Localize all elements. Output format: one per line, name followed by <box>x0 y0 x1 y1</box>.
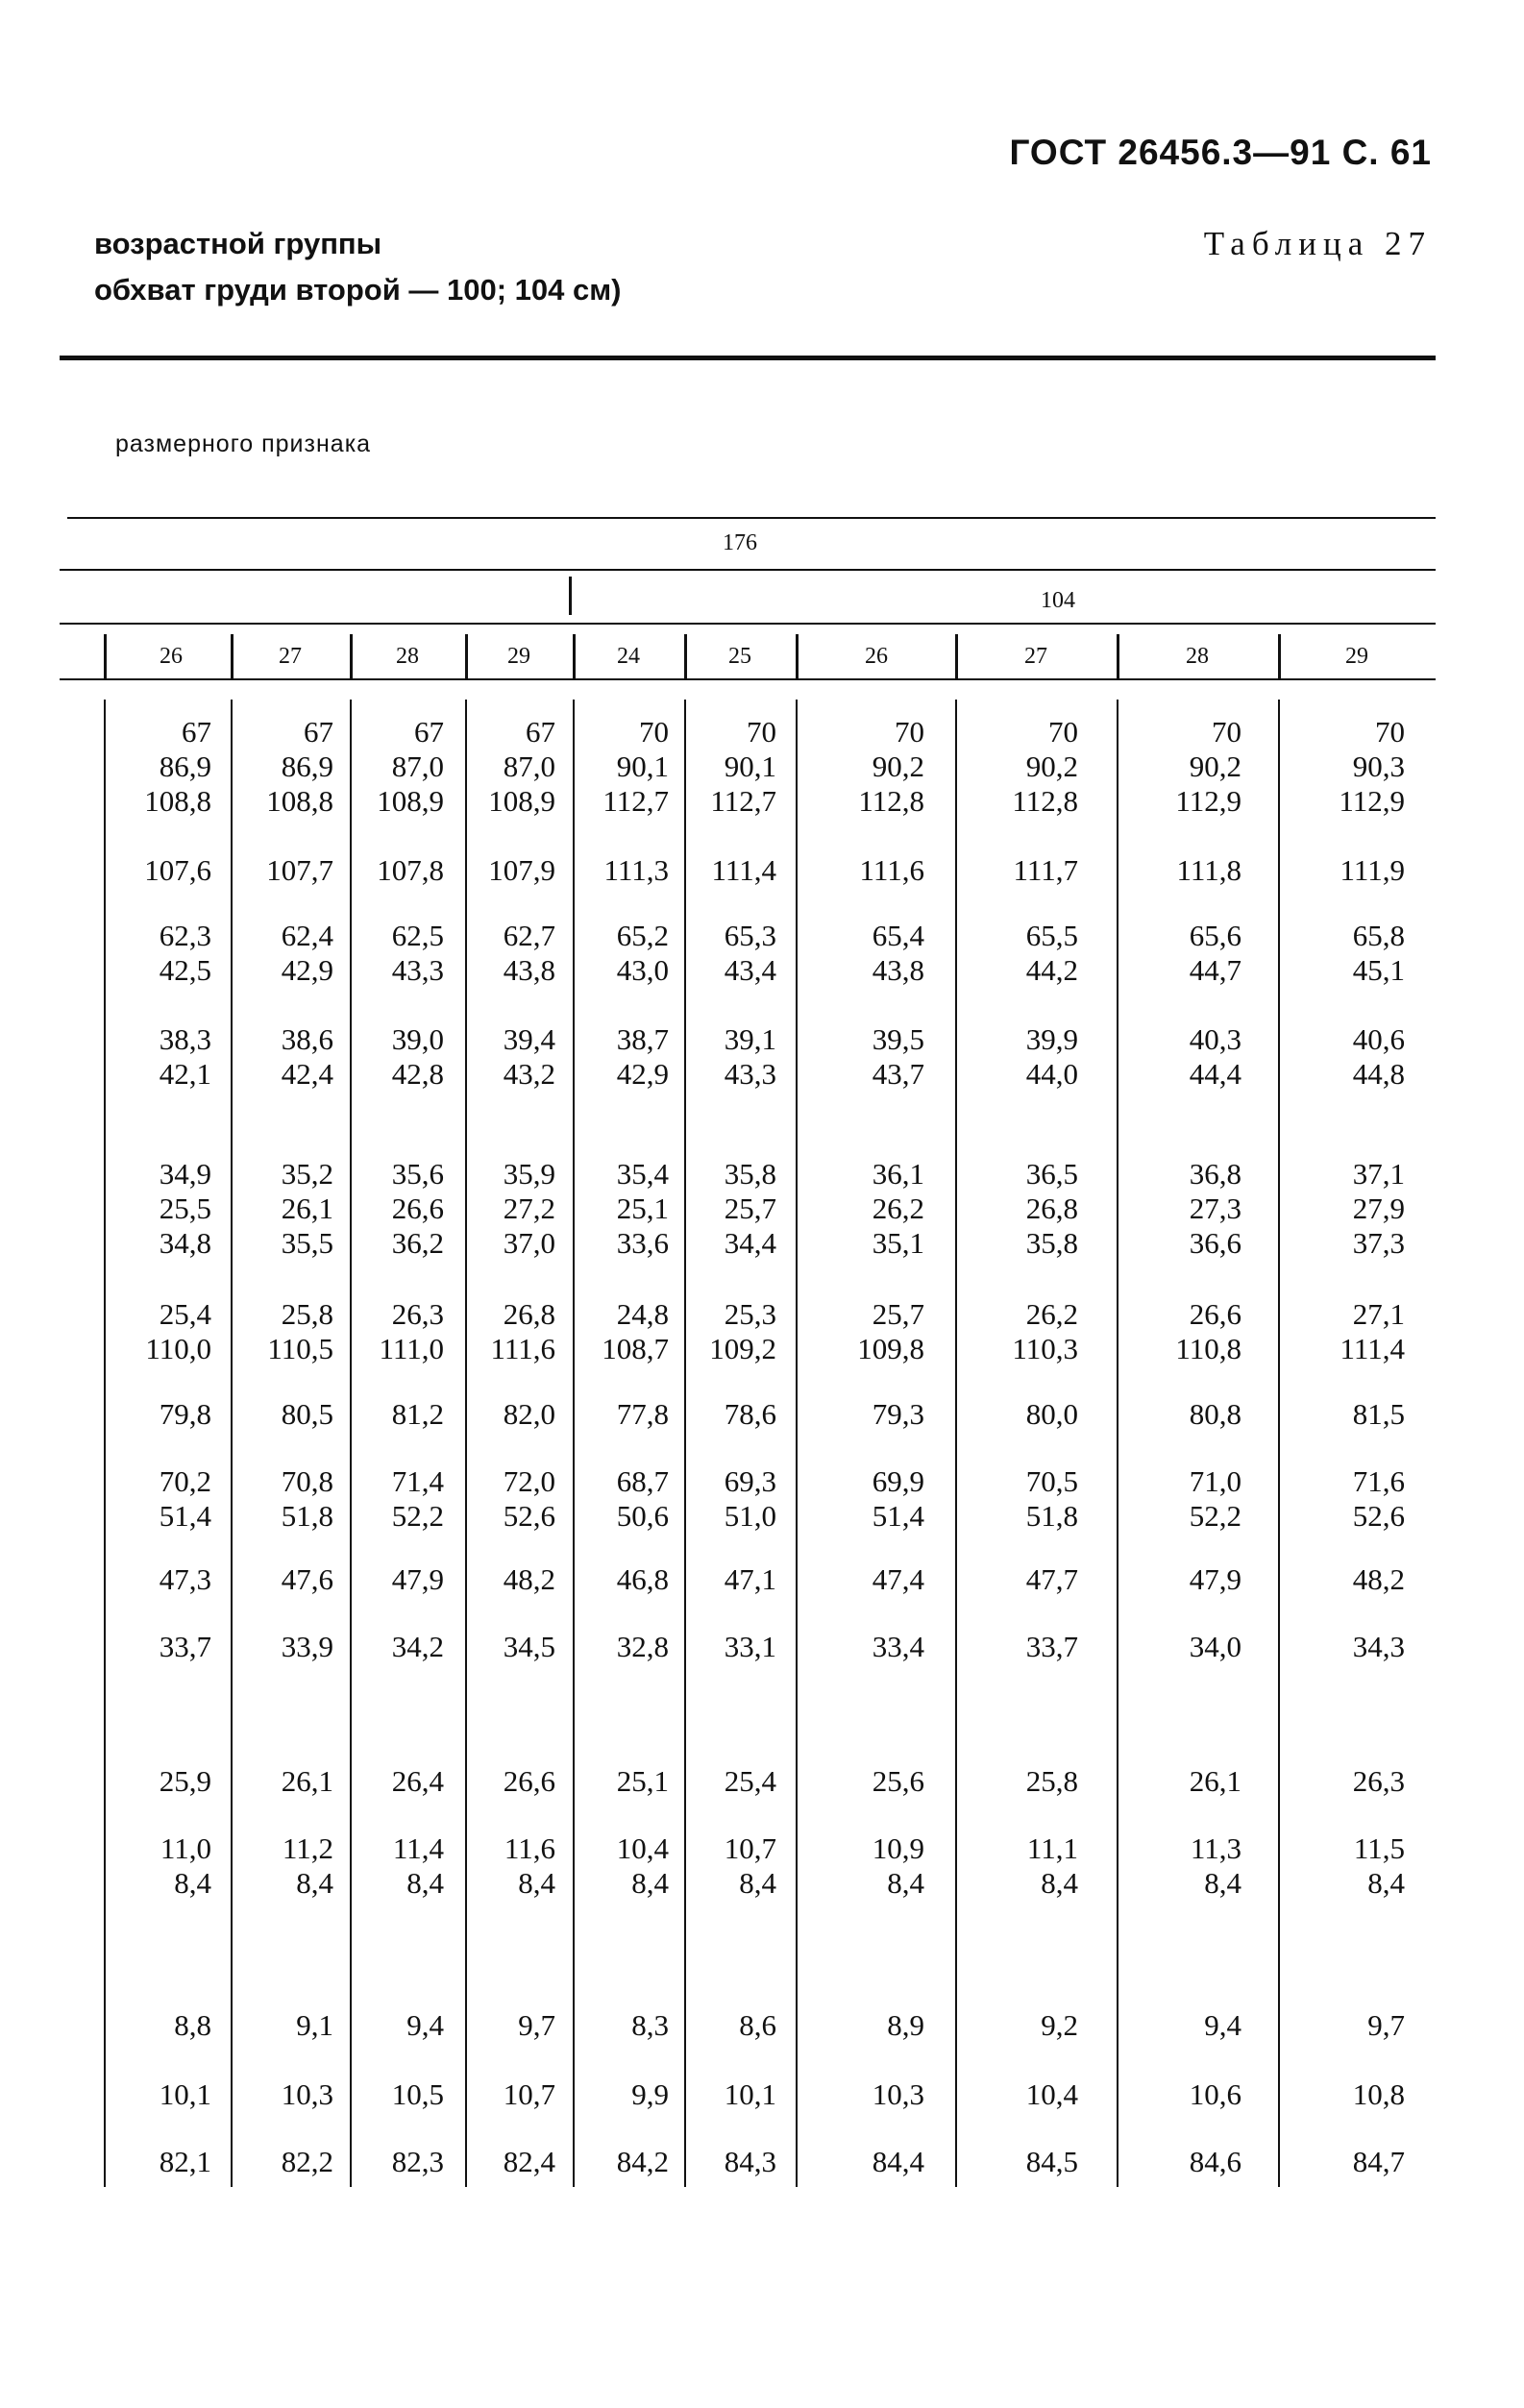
table-cell: 34,8 <box>159 1226 211 1260</box>
table-cell: 109,8 <box>857 1332 924 1365</box>
table-cell: 26,1 <box>281 1764 333 1798</box>
table-cell: 25,7 <box>872 1297 924 1331</box>
table-cell: 42,9 <box>616 1057 669 1091</box>
table-cell: 25,1 <box>616 1764 669 1798</box>
table-cell: 33,7 <box>159 1630 211 1663</box>
table-cell: 52,6 <box>1352 1499 1405 1533</box>
table-cell: 10,3 <box>281 2077 333 2111</box>
table-cell: 82,0 <box>503 1397 555 1431</box>
table-cell: 9,4 <box>406 2008 444 2042</box>
table-cell: 68,7 <box>616 1464 669 1498</box>
table-cell: 111,6 <box>859 853 924 887</box>
table-cell: 25,4 <box>724 1764 776 1798</box>
table-cell: 34,2 <box>391 1630 444 1663</box>
table-cell: 70 <box>1375 715 1405 749</box>
table-cell: 62,3 <box>159 919 211 952</box>
table-cell: 26,4 <box>391 1764 444 1798</box>
table-cell: 108,8 <box>144 784 211 818</box>
table-cell: 111,4 <box>711 853 776 887</box>
table-cell: 27,2 <box>503 1192 555 1225</box>
table-cell: 10,6 <box>1189 2077 1241 2111</box>
column-divider <box>104 634 107 678</box>
table-cell: 8,4 <box>1367 1866 1405 1900</box>
table-cell: 43,3 <box>724 1057 776 1091</box>
column-divider <box>955 634 958 678</box>
table-cell: 70 <box>895 715 924 749</box>
table-cell: 107,6 <box>144 853 211 887</box>
table-label: Таблица 27 <box>1203 225 1432 262</box>
column-divider <box>104 700 106 2187</box>
column-header: 29 <box>507 644 530 669</box>
header-height: 176 <box>723 530 757 555</box>
table-cell: 9,7 <box>1367 2008 1405 2042</box>
table-cell: 70,2 <box>159 1464 211 1498</box>
table-cell: 39,4 <box>503 1022 555 1056</box>
table-cell: 52,2 <box>391 1499 444 1533</box>
table-cell: 36,1 <box>872 1157 924 1191</box>
table-cell: 81,5 <box>1352 1397 1405 1431</box>
table-cell: 65,2 <box>616 919 669 952</box>
table-cell: 52,6 <box>503 1499 555 1533</box>
table-cell: 90,2 <box>872 749 924 783</box>
table-cell: 37,0 <box>503 1226 555 1260</box>
table-cell: 25,1 <box>616 1192 669 1225</box>
table-cell: 8,4 <box>1041 1866 1078 1900</box>
table-cell: 78,6 <box>724 1397 776 1431</box>
table-cell: 10,8 <box>1352 2077 1405 2111</box>
table-cell: 34,3 <box>1352 1630 1405 1663</box>
table-cell: 26,6 <box>391 1192 444 1225</box>
table-cell: 47,9 <box>1189 1562 1241 1596</box>
table-cell: 77,8 <box>616 1397 669 1431</box>
table-cell: 111,7 <box>1013 853 1078 887</box>
table-cell: 26,6 <box>503 1764 555 1798</box>
table-cell: 10,9 <box>872 1831 924 1865</box>
table-cell: 111,6 <box>490 1332 555 1365</box>
table-cell: 24,8 <box>616 1297 669 1331</box>
table-cell: 25,5 <box>159 1192 211 1225</box>
table-cell: 34,5 <box>503 1630 555 1663</box>
table-cell: 84,7 <box>1352 2145 1405 2178</box>
table-cell: 108,9 <box>377 784 444 818</box>
table-cell: 33,9 <box>281 1630 333 1663</box>
table-cell: 26,3 <box>1352 1764 1405 1798</box>
column-divider <box>684 634 687 678</box>
table-cell: 35,1 <box>872 1226 924 1260</box>
table-cell: 8,9 <box>887 2008 924 2042</box>
table-cell: 10,4 <box>616 1831 669 1865</box>
table-cell: 33,4 <box>872 1630 924 1663</box>
column-divider <box>1117 634 1119 678</box>
table-cell: 45,1 <box>1352 953 1405 987</box>
table-cell: 43,8 <box>872 953 924 987</box>
table-cell: 111,0 <box>379 1332 444 1365</box>
table-cell: 82,4 <box>503 2145 555 2178</box>
table-cell: 44,4 <box>1189 1057 1241 1091</box>
table-cell: 39,1 <box>724 1022 776 1056</box>
table-cell: 26,6 <box>1189 1297 1241 1331</box>
table-cell: 65,4 <box>872 919 924 952</box>
column-divider <box>796 634 799 678</box>
table-cell: 112,9 <box>1339 784 1405 818</box>
table-cell: 34,9 <box>159 1157 211 1191</box>
table-cell: 26,8 <box>1025 1192 1078 1225</box>
table-cell: 67 <box>414 715 444 749</box>
table-cell: 9,2 <box>1041 2008 1078 2042</box>
table-cell: 110,8 <box>1175 1332 1241 1365</box>
table-cell: 43,4 <box>724 953 776 987</box>
table-cell: 90,3 <box>1352 749 1405 783</box>
table-cell: 10,1 <box>159 2077 211 2111</box>
table-cell: 84,4 <box>872 2145 924 2178</box>
table-cell: 35,4 <box>616 1157 669 1191</box>
table-cell: 107,8 <box>377 853 444 887</box>
table-cell: 36,2 <box>391 1226 444 1260</box>
table-cell: 70 <box>747 715 776 749</box>
table-cell: 42,9 <box>281 953 333 987</box>
table-cell: 26,3 <box>391 1297 444 1331</box>
table-cell: 9,7 <box>518 2008 555 2042</box>
table-cell: 51,4 <box>159 1499 211 1533</box>
table-cell: 51,0 <box>724 1499 776 1533</box>
table-cell: 10,7 <box>503 2077 555 2111</box>
table-cell: 42,5 <box>159 953 211 987</box>
table-cell: 39,0 <box>391 1022 444 1056</box>
table-cell: 112,8 <box>1012 784 1078 818</box>
table-cell: 27,1 <box>1352 1297 1405 1331</box>
table-cell: 70 <box>1048 715 1078 749</box>
table-cell: 65,3 <box>724 919 776 952</box>
table-cell: 70 <box>1212 715 1241 749</box>
table-cell: 39,5 <box>872 1022 924 1056</box>
table-cell: 62,7 <box>503 919 555 952</box>
table-cell: 47,3 <box>159 1562 211 1596</box>
column-header: 29 <box>1345 644 1368 669</box>
table-cell: 107,9 <box>488 853 555 887</box>
column-header: 28 <box>1186 644 1209 669</box>
table-cell: 8,4 <box>174 1866 211 1900</box>
table-cell: 86,9 <box>159 749 211 783</box>
table-cell: 79,3 <box>872 1397 924 1431</box>
table-cell: 8,4 <box>887 1866 924 1900</box>
table-cell: 27,9 <box>1352 1192 1405 1225</box>
column-header: 27 <box>279 644 302 669</box>
page-header-gost: ГОСТ 26456.3—91 С. 61 <box>1009 133 1432 172</box>
table-cell: 111,8 <box>1176 853 1241 887</box>
column-header: 24 <box>617 644 640 669</box>
table-cell: 37,1 <box>1352 1157 1405 1191</box>
table-cell: 25,7 <box>724 1192 776 1225</box>
table-cell: 82,3 <box>391 2145 444 2178</box>
table-cell: 70,8 <box>281 1464 333 1498</box>
table-cell: 25,4 <box>159 1297 211 1331</box>
table-cell: 62,4 <box>281 919 333 952</box>
table-cell: 111,9 <box>1340 853 1405 887</box>
table-cell: 35,6 <box>391 1157 444 1191</box>
table-cell: 108,9 <box>488 784 555 818</box>
table-cell: 37,3 <box>1352 1226 1405 1260</box>
table-cell: 10,1 <box>724 2077 776 2111</box>
column-divider <box>955 700 957 2187</box>
table-cell: 67 <box>304 715 333 749</box>
column-divider <box>465 634 468 678</box>
table-cell: 10,7 <box>724 1831 776 1865</box>
table-cell: 10,5 <box>391 2077 444 2111</box>
table-cell: 84,5 <box>1025 2145 1078 2178</box>
column-header: 26 <box>865 644 888 669</box>
table-cell: 38,6 <box>281 1022 333 1056</box>
column-divider <box>1278 634 1281 678</box>
table-cell: 46,8 <box>616 1562 669 1596</box>
table-cell: 8,3 <box>631 2008 669 2042</box>
table-cell: 11,4 <box>392 1831 444 1865</box>
table-cell: 43,0 <box>616 953 669 987</box>
column-divider <box>350 634 353 678</box>
table-cell: 80,0 <box>1025 1397 1078 1431</box>
table-cell: 25,8 <box>281 1297 333 1331</box>
table-cell: 36,5 <box>1025 1157 1078 1191</box>
table-cell: 26,1 <box>281 1192 333 1225</box>
column-divider <box>1117 700 1118 2187</box>
table-cell: 47,1 <box>724 1562 776 1596</box>
table-cell: 11,5 <box>1353 1831 1405 1865</box>
table-cell: 47,9 <box>391 1562 444 1596</box>
table-cell: 86,9 <box>281 749 333 783</box>
table-cell: 44,2 <box>1025 953 1078 987</box>
table-cell: 8,4 <box>1204 1866 1241 1900</box>
rule-header-top <box>67 517 1436 519</box>
table-cell: 40,6 <box>1352 1022 1405 1056</box>
table-cell: 51,4 <box>872 1499 924 1533</box>
table-cell: 90,1 <box>724 749 776 783</box>
table-cell: 34,4 <box>724 1226 776 1260</box>
table-cell: 11,1 <box>1026 1831 1078 1865</box>
column-divider <box>796 700 798 2187</box>
column-divider <box>573 700 575 2187</box>
table-cell: 9,1 <box>296 2008 333 2042</box>
table-cell: 65,8 <box>1352 919 1405 952</box>
column-divider <box>231 700 233 2187</box>
column-divider <box>350 700 352 2187</box>
table-cell: 82,2 <box>281 2145 333 2178</box>
table-cell: 8,4 <box>406 1866 444 1900</box>
table-cell: 110,3 <box>1012 1332 1078 1365</box>
table-cell: 43,3 <box>391 953 444 987</box>
table-cell: 35,8 <box>724 1157 776 1191</box>
table-cell: 26,2 <box>872 1192 924 1225</box>
table-cell: 39,9 <box>1025 1022 1078 1056</box>
table-cell: 35,8 <box>1025 1226 1078 1260</box>
table-cell: 33,6 <box>616 1226 669 1260</box>
table-cell: 33,1 <box>724 1630 776 1663</box>
table-cell: 108,7 <box>602 1332 669 1365</box>
table-cell: 40,3 <box>1189 1022 1241 1056</box>
table-cell: 8,8 <box>174 2008 211 2042</box>
table-cell: 79,8 <box>159 1397 211 1431</box>
table-cell: 67 <box>182 715 211 749</box>
table-cell: 112,7 <box>602 784 669 818</box>
table-cell: 51,8 <box>1025 1499 1078 1533</box>
table-cell: 70 <box>639 715 669 749</box>
table-cell: 43,7 <box>872 1057 924 1091</box>
table-cell: 35,9 <box>503 1157 555 1191</box>
column-divider <box>1278 700 1280 2187</box>
table-cell: 69,3 <box>724 1464 776 1498</box>
table-cell: 9,9 <box>631 2077 669 2111</box>
table-cell: 25,3 <box>724 1297 776 1331</box>
table-cell: 67 <box>526 715 555 749</box>
table-cell: 42,4 <box>281 1057 333 1091</box>
column-header: 27 <box>1024 644 1047 669</box>
table-cell: 36,8 <box>1189 1157 1241 1191</box>
table-cell: 47,6 <box>281 1562 333 1596</box>
column-header: 25 <box>728 644 751 669</box>
table-cell: 107,7 <box>266 853 333 887</box>
table-cell: 71,4 <box>391 1464 444 1498</box>
header-chest: 104 <box>1041 588 1075 613</box>
table-cell: 38,3 <box>159 1022 211 1056</box>
table-cell: 25,8 <box>1025 1764 1078 1798</box>
table-cell: 34,0 <box>1189 1630 1241 1663</box>
divider-chest <box>569 577 572 615</box>
table-cell: 112,9 <box>1175 784 1241 818</box>
rule-columns <box>60 678 1436 680</box>
table-cell: 36,6 <box>1189 1226 1241 1260</box>
table-cell: 65,6 <box>1189 919 1241 952</box>
table-cell: 90,1 <box>616 749 669 783</box>
table-cell: 44,7 <box>1189 953 1241 987</box>
table-cell: 11,6 <box>504 1831 555 1865</box>
table-cell: 82,1 <box>159 2145 211 2178</box>
table-title-line1: возрастной группы <box>94 227 382 260</box>
table-cell: 71,0 <box>1189 1464 1241 1498</box>
table-cell: 42,8 <box>391 1057 444 1091</box>
table-cell: 11,0 <box>160 1831 211 1865</box>
table-cell: 90,2 <box>1189 749 1241 783</box>
table-cell: 11,2 <box>282 1831 333 1865</box>
table-cell: 87,0 <box>391 749 444 783</box>
table-cell: 71,6 <box>1352 1464 1405 1498</box>
table-caption: размерного признака <box>115 430 372 457</box>
table-cell: 47,4 <box>872 1562 924 1596</box>
table-cell: 62,5 <box>391 919 444 952</box>
table-cell: 25,9 <box>159 1764 211 1798</box>
table-cell: 11,3 <box>1190 1831 1241 1865</box>
table-cell: 112,8 <box>858 784 924 818</box>
table-cell: 26,8 <box>503 1297 555 1331</box>
table-cell: 32,8 <box>616 1630 669 1663</box>
table-cell: 80,8 <box>1189 1397 1241 1431</box>
table-cell: 111,3 <box>603 853 669 887</box>
table-cell: 72,0 <box>503 1464 555 1498</box>
table-cell: 84,2 <box>616 2145 669 2178</box>
rule-top <box>60 356 1436 360</box>
table-cell: 110,0 <box>145 1332 211 1365</box>
table-cell: 80,5 <box>281 1397 333 1431</box>
table-cell: 65,5 <box>1025 919 1078 952</box>
table-cell: 25,6 <box>872 1764 924 1798</box>
table-cell: 81,2 <box>391 1397 444 1431</box>
table-cell: 42,1 <box>159 1057 211 1091</box>
column-header: 26 <box>160 644 183 669</box>
column-divider <box>465 700 467 2187</box>
table-cell: 43,8 <box>503 953 555 987</box>
column-divider <box>231 634 234 678</box>
table-cell: 8,6 <box>739 2008 776 2042</box>
table-cell: 84,6 <box>1189 2145 1241 2178</box>
table-cell: 35,5 <box>281 1226 333 1260</box>
table-cell: 8,4 <box>296 1866 333 1900</box>
table-cell: 10,3 <box>872 2077 924 2111</box>
table-cell: 35,2 <box>281 1157 333 1191</box>
table-cell: 48,2 <box>503 1562 555 1596</box>
table-cell: 52,2 <box>1189 1499 1241 1533</box>
table-cell: 108,8 <box>266 784 333 818</box>
table-cell: 44,0 <box>1025 1057 1078 1091</box>
table-cell: 26,1 <box>1189 1764 1241 1798</box>
table-cell: 51,8 <box>281 1499 333 1533</box>
table-title-line2: обхват груди второй — 100; 104 см) <box>94 273 622 307</box>
table-cell: 112,7 <box>710 784 776 818</box>
column-divider <box>573 634 576 678</box>
rule-chest <box>60 623 1436 625</box>
table-cell: 8,4 <box>739 1866 776 1900</box>
table-cell: 70,5 <box>1025 1464 1078 1498</box>
table-cell: 26,2 <box>1025 1297 1078 1331</box>
table-cell: 110,5 <box>267 1332 333 1365</box>
table-cell: 44,8 <box>1352 1057 1405 1091</box>
table-cell: 48,2 <box>1352 1562 1405 1596</box>
table-cell: 109,2 <box>709 1332 776 1365</box>
table-cell: 8,4 <box>631 1866 669 1900</box>
table-cell: 43,2 <box>503 1057 555 1091</box>
table-cell: 50,6 <box>616 1499 669 1533</box>
table-cell: 111,4 <box>1340 1332 1405 1365</box>
table-cell: 47,7 <box>1025 1562 1078 1596</box>
column-divider <box>684 700 686 2187</box>
table-cell: 27,3 <box>1189 1192 1241 1225</box>
column-header: 28 <box>396 644 419 669</box>
table-cell: 90,2 <box>1025 749 1078 783</box>
table-cell: 8,4 <box>518 1866 555 1900</box>
table-cell: 84,3 <box>724 2145 776 2178</box>
table-cell: 69,9 <box>872 1464 924 1498</box>
table-cell: 9,4 <box>1204 2008 1241 2042</box>
rule-height <box>60 569 1436 571</box>
table-cell: 33,7 <box>1025 1630 1078 1663</box>
table-cell: 87,0 <box>503 749 555 783</box>
table-cell: 38,7 <box>616 1022 669 1056</box>
table-cell: 10,4 <box>1025 2077 1078 2111</box>
